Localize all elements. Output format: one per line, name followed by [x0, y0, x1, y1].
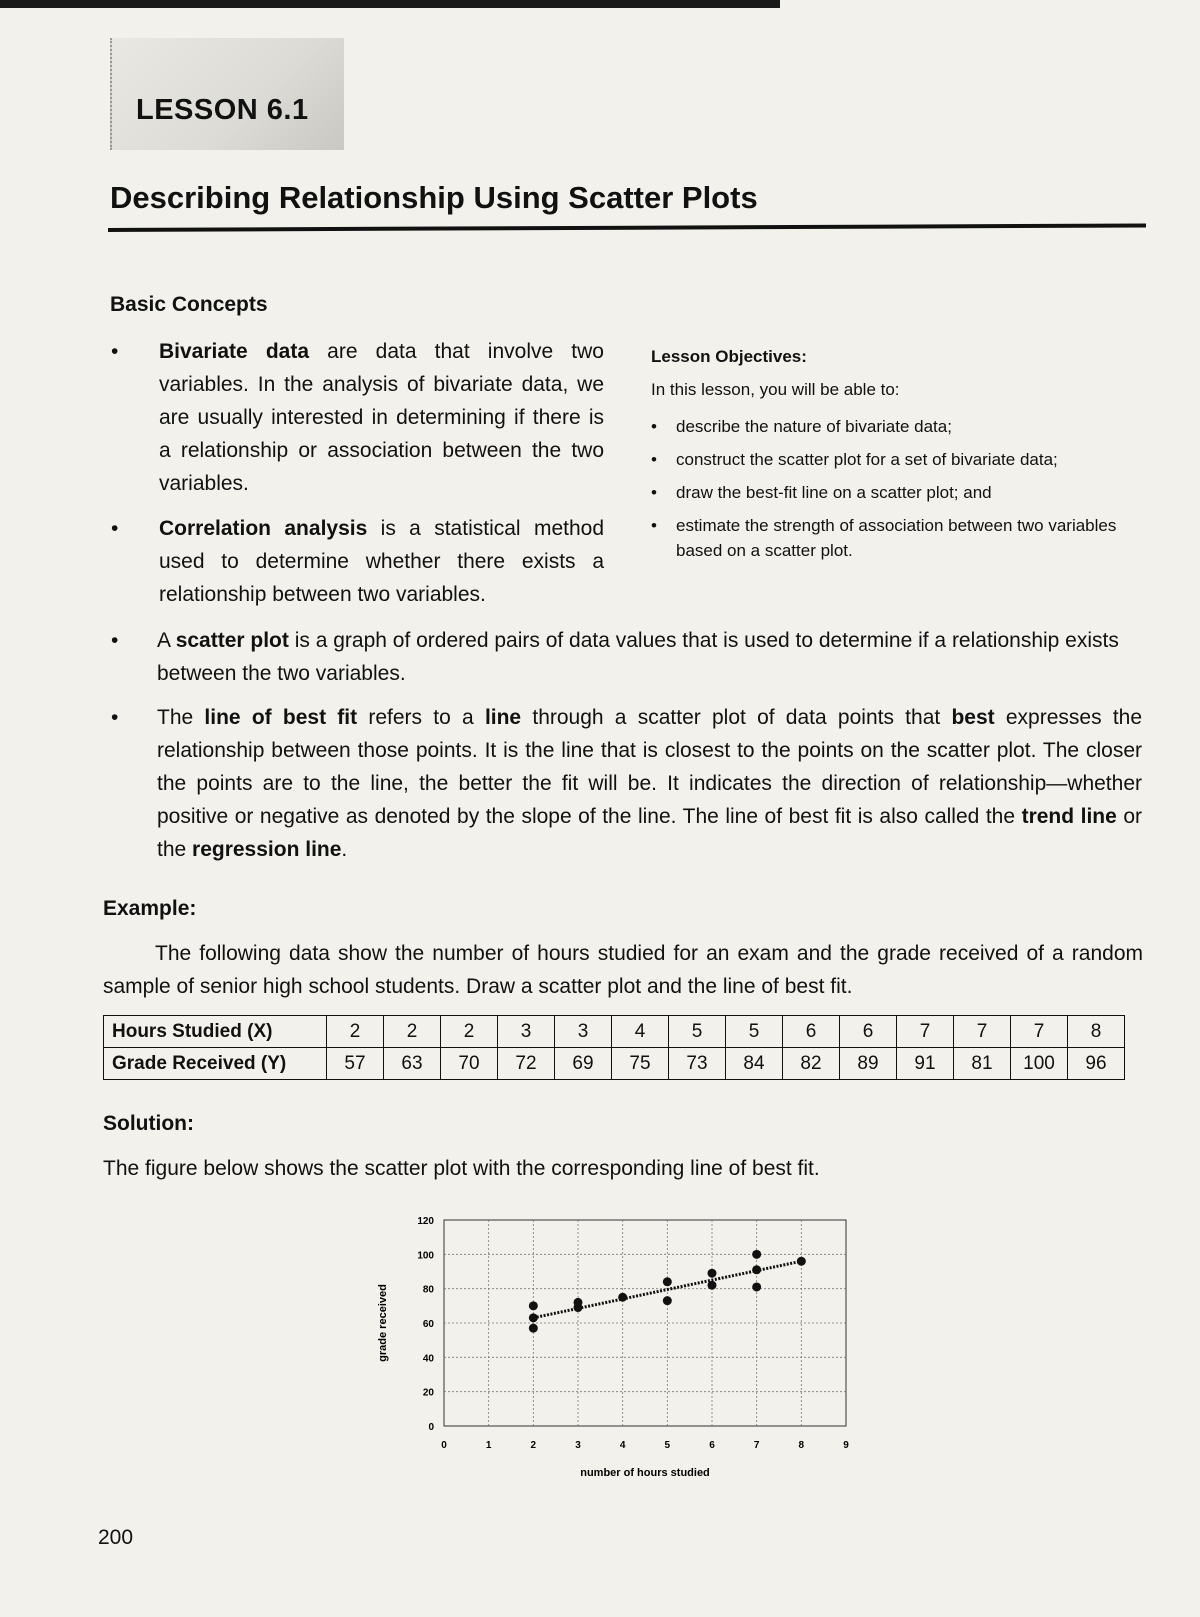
table-cell: 57: [327, 1048, 384, 1080]
bullet-dot: •: [111, 629, 119, 652]
table-cell: 7: [954, 1016, 1011, 1048]
table-cell: 100: [1011, 1048, 1068, 1080]
bullet-dot: •: [111, 517, 119, 540]
best-fit-bullet: [111, 701, 1143, 866]
data-point: [708, 1269, 717, 1278]
title-underline: [108, 223, 1146, 232]
y-tick-label: 0: [428, 1422, 434, 1433]
objectives-list: [651, 414, 1121, 563]
table-cell: 89: [840, 1048, 897, 1080]
table-cell: 82: [783, 1048, 840, 1080]
bestfit-mid2: through a scatter plot of data points that: [521, 706, 952, 729]
scatter-chart: [370, 1200, 870, 1500]
x-tick-label: 3: [575, 1440, 581, 1451]
scatter-term: scatter plot: [175, 629, 289, 652]
correlation-term: Correlation analysis: [159, 517, 368, 540]
best-term: best: [951, 706, 995, 729]
scatter-chart-svg: [370, 1200, 870, 1500]
bestfit-text: expresses the relationship between those points. It is the line that is closest to the points on the scatter plot. The closer the points are to the line, the better the fit will be. It indicates the direction of relationship—whether positive or negative as denoted by the slope of the line. The line of best fit is also called the: [157, 706, 1143, 828]
table-cell: 81: [954, 1048, 1011, 1080]
data-point: [708, 1281, 717, 1290]
bivariate-term: Bivariate data: [159, 340, 310, 363]
y-tick-label: 60: [422, 1319, 434, 1330]
data-point: [663, 1277, 672, 1286]
scatter-plot-bullet: [111, 624, 1142, 690]
example-text: The following data show the number of hours studied for an exam and the grade received of a random sample of senior high school students. Draw a scatter plot and the line of best fit.: [103, 942, 1143, 998]
y-tick-label: 120: [417, 1216, 434, 1227]
example-heading: Example:: [103, 897, 197, 920]
table-cell: 6: [783, 1016, 840, 1048]
table-cell: 3: [555, 1016, 612, 1048]
table-cell: 69: [555, 1048, 612, 1080]
objective-item: • estimate the strength of association between two variables based on a scatter plot.: [651, 513, 1121, 563]
table-cell: 2: [327, 1016, 384, 1048]
objectives-heading: Lesson Objectives:: [651, 347, 807, 366]
bestfit-mid: refers to a: [357, 706, 485, 729]
data-point: [663, 1296, 672, 1305]
x-tick-label: 5: [664, 1440, 671, 1451]
table-cell: 3: [498, 1016, 555, 1048]
table-cell: 72: [498, 1048, 555, 1080]
table-cell: 75: [612, 1048, 669, 1080]
page-title: Describing Relationship Using Scatter Plots: [110, 180, 758, 215]
table-cell: 84: [726, 1048, 783, 1080]
bestfit-term: line of best fit: [204, 706, 358, 729]
basic-concepts-heading: Basic Concepts: [110, 293, 268, 316]
x-tick-label: 6: [709, 1440, 715, 1451]
table-cell: 2: [441, 1016, 498, 1048]
y-tick-label: 80: [422, 1284, 434, 1296]
table-cell: 91: [897, 1048, 954, 1080]
table-cell: 5: [726, 1016, 783, 1048]
table-cell: 96: [1068, 1048, 1125, 1080]
data-point: [752, 1282, 761, 1291]
x-tick-label: 8: [798, 1440, 805, 1451]
bestfit-pre: The: [157, 706, 205, 729]
bullet-dot: •: [111, 340, 119, 363]
table-row: [104, 1016, 1125, 1048]
table-cell: 8: [1068, 1016, 1125, 1048]
correlation-bullet: [111, 512, 604, 611]
x-tick-label: 7: [753, 1440, 760, 1451]
lesson-badge: [110, 38, 344, 150]
objective-item: • construct the scatter plot for a set of bivariate data;: [651, 447, 1121, 472]
table-cell: 5: [669, 1016, 726, 1048]
data-point: [529, 1313, 538, 1322]
x-tick-label: 4: [619, 1440, 626, 1451]
y-tick-label: 40: [422, 1353, 434, 1365]
regression-line-term: regression line: [192, 838, 342, 861]
table-cell: 70: [441, 1048, 498, 1080]
bullet-dot: •: [111, 706, 119, 729]
data-point: [797, 1257, 806, 1266]
objectives-intro: In this lesson, you will be able to:: [651, 380, 900, 399]
or-text: or the: [157, 805, 1142, 861]
x-tick-label: 1: [485, 1440, 492, 1451]
table-cell: 4: [612, 1016, 669, 1048]
table-cell: 6: [840, 1016, 897, 1048]
table-cell: 7: [897, 1016, 954, 1048]
lesson-label: LESSON 6.1: [136, 94, 309, 126]
page-number: 200: [98, 1526, 134, 1549]
x-tick-label: 9: [843, 1440, 849, 1451]
objective-item: • describe the nature of bivariate data;: [651, 414, 1121, 439]
y-axis-label: grade received: [377, 1284, 389, 1362]
line-term: line: [484, 706, 522, 729]
table-cell: 73: [669, 1048, 726, 1080]
data-point: [752, 1265, 761, 1274]
data-table: [103, 1015, 1125, 1080]
data-point: [529, 1301, 538, 1310]
bivariate-bullet: [111, 335, 604, 500]
bivariate-text: are data that involve two variables. In the analysis of bivariate data, we are usually interested in determining if there is a relationship or association between the two variables.: [159, 340, 604, 495]
table-cell: 2: [384, 1016, 441, 1048]
scatter-text: is a graph of ordered pairs of data values that is used to determine if a relationship exists between the two variables.: [157, 629, 1119, 685]
table-row: [104, 1048, 1125, 1080]
row-header: Grade Received (Y): [104, 1048, 327, 1080]
table-cell: 63: [384, 1048, 441, 1080]
data-point: [574, 1303, 583, 1312]
lesson-objectives: [651, 340, 1121, 563]
x-tick-label: 0: [441, 1440, 447, 1451]
data-point: [529, 1324, 538, 1333]
y-tick-label: 100: [417, 1250, 434, 1262]
y-tick-label: 20: [422, 1387, 434, 1399]
x-axis-label: number of hours studied: [580, 1467, 710, 1479]
objective-item: • draw the best-fit line on a scatter plot; and: [651, 480, 1121, 505]
correlation-text: is a statistical method used to determine whether there exists a relationship between two variables.: [159, 517, 604, 606]
trend-line-term: trend line: [1021, 805, 1117, 828]
table-cell: 7: [1011, 1016, 1068, 1048]
solution-heading: Solution:: [103, 1112, 194, 1135]
scan-edge: [0, 0, 780, 8]
solution-text: The figure below shows the scatter plot with the corresponding line of best fit.: [103, 1157, 820, 1180]
data-point: [752, 1250, 761, 1259]
end-period: .: [341, 838, 348, 861]
row-header: Hours Studied (X): [104, 1016, 327, 1048]
scatter-pre: A: [157, 629, 176, 652]
data-point: [618, 1293, 627, 1302]
x-tick-label: 2: [530, 1440, 537, 1451]
